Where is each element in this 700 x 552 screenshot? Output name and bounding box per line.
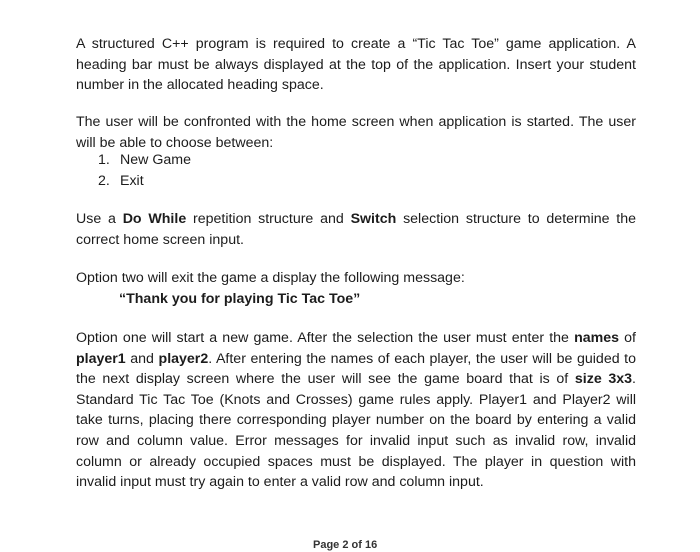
paragraph-intro: A structured C++ program is required to create a “Tic Tac Toe” game application. A heading bar must be always displayed at the top of the application. Insert your student number in the allocated heading space.	[76, 36, 636, 94]
bold-do-while: Do While	[122, 211, 187, 227]
list-number: 1.	[98, 152, 110, 168]
text-span: Use a	[76, 211, 123, 227]
text-span: Option one will start a new game. After the selection the user must enter the	[76, 330, 575, 346]
list-label: New Game	[120, 152, 191, 168]
text-span: selection structure to determine the correct home screen input.	[76, 211, 637, 248]
paragraph-option-two: Option two will exit the game a display the following message:	[76, 270, 465, 286]
list-item	[98, 150, 191, 171]
bold-switch: Switch	[350, 211, 397, 227]
list-item	[98, 171, 191, 192]
home-screen-options-list	[98, 150, 191, 191]
bold-names: names	[574, 330, 620, 346]
paragraph-structures	[76, 209, 636, 250]
text-span: . Standard Tic Tac Toe (Knots and Crosses) game rules apply. Player1 and Player2 will take turns, placing there corresponding player number on the board by entering a valid row and column value. Error messages for invalid input such as invalid row, invalid column or already occupied spaces must be displayed. The player in question with invalid input must try again to enter a valid row and column input.	[76, 371, 636, 491]
paragraph-option-one	[76, 328, 636, 493]
bold-player2: player2	[158, 350, 209, 367]
list-label: Exit	[120, 172, 144, 189]
text-span: repetition structure and	[186, 211, 351, 227]
bold-board-size: size 3x3	[574, 371, 633, 388]
paragraph-home-screen: The user will be confronted with the home screen when application is started. The user will be able to choose between:	[76, 114, 636, 151]
bold-player1: player1	[76, 350, 126, 367]
text-span: and	[125, 350, 159, 367]
page-number-footer: Page 2 of 16	[313, 539, 378, 551]
text-span: . After entering the names of each player, the user will be guided to the next display screen where the user will see the game board that is of	[76, 350, 637, 388]
exit-message-quote: “Thank you for playing Tic Tac Toe”	[119, 291, 361, 307]
text-span: of	[619, 330, 636, 346]
list-number: 2.	[98, 172, 110, 189]
